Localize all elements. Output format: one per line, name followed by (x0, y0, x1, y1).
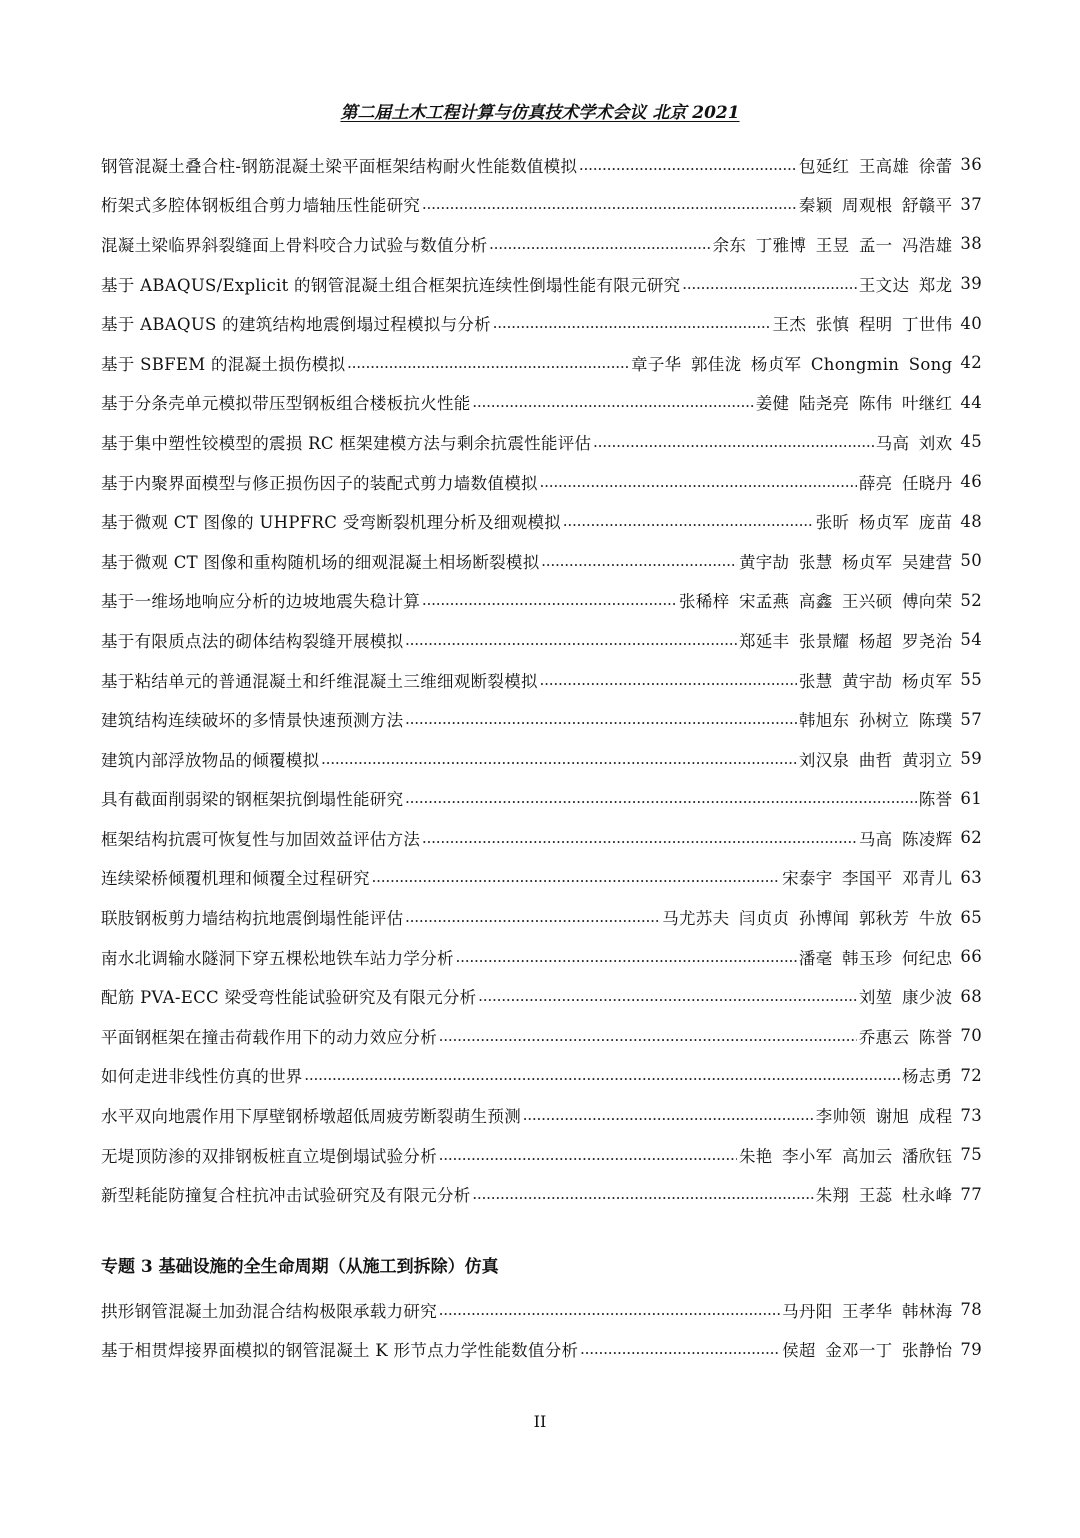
toc-list-section-3 (101, 1290, 982, 1369)
leader-dots (473, 1184, 814, 1204)
toc-entry (101, 699, 982, 739)
toc-entry (101, 1016, 982, 1056)
entry-title: 基于集中塑性铰模型的震损 RC 框架建模方法与剩余抗震性能评估 (101, 433, 592, 453)
leader-dots (422, 828, 857, 848)
entry-title: 基于有限质点法的砌体结构裂缝开展模拟 (101, 631, 404, 651)
toc-entry (101, 501, 982, 541)
toc-entry (101, 858, 982, 898)
entry-authors: 潘毫 韩玉珍 何纪忠 (798, 948, 953, 968)
leader-dots (405, 709, 796, 729)
toc-entry (101, 660, 982, 700)
toc-entry (101, 779, 982, 819)
toc-entry (101, 937, 982, 977)
entry-page: 48 (960, 511, 982, 531)
entry-page: 72 (960, 1065, 982, 1085)
toc-entry (101, 383, 982, 423)
entry-page: 52 (960, 590, 982, 610)
entry-authors: 郑延丰 张景耀 杨超 罗尧治 (738, 631, 953, 651)
entry-title: 框架结构抗震可恢复性与加固效益评估方法 (101, 829, 421, 849)
leader-dots (405, 630, 737, 650)
entry-page: 59 (960, 749, 982, 769)
entry-title: 基于微观 CT 图像的 UHPFRC 受弯断裂机理分析及细观模拟 (101, 513, 562, 533)
toc-entry (101, 343, 982, 383)
entry-title: 南水北调输水隧洞下穿五棵松地铁车站力学分析 (101, 948, 454, 968)
entry-title: 基于一维场地响应分析的边坡地震失稳计算 (101, 592, 421, 612)
entry-page: 78 (960, 1300, 982, 1320)
entry-page: 77 (960, 1184, 982, 1204)
entry-title: 配筋 PVA-ECC 梁受弯性能试验研究及有限元分析 (101, 988, 477, 1008)
entry-page: 45 (960, 432, 982, 452)
entry-title: 混凝土梁临界斜裂缝面上骨料咬合力试验与数值分析 (101, 235, 488, 255)
entry-title: 拱形钢管混凝土加劲混合结构极限承载力研究 (101, 1301, 437, 1321)
entry-authors: 韩旭东 孙树立 陈璞 (798, 711, 953, 731)
entry-title: 水平双向地震作用下厚壁钢桥墩超低周疲劳断裂萌生预测 (101, 1107, 521, 1127)
toc-entry (101, 581, 982, 621)
entry-title: 如何走进非线性仿真的世界 (101, 1067, 303, 1087)
section-heading: 专题 3 基础设施的全生命周期（从施工到拆除）仿真 (101, 1257, 499, 1277)
entry-authors: 刘汉泉 曲哲 黄羽立 (798, 750, 953, 770)
leader-dots (580, 1339, 780, 1359)
entry-authors: 薛亮 任晓丹 (858, 473, 953, 493)
entry-page: 66 (960, 947, 982, 967)
leader-dots (563, 511, 814, 531)
entry-authors: 王杰 张慎 程明 丁世伟 (772, 315, 953, 335)
leader-dots (478, 986, 856, 1006)
leader-dots (405, 788, 916, 808)
entry-title: 桁架式多腔体钢板组合剪力墙轴压性能研究 (101, 196, 421, 216)
entry-authors: 王文达 郑龙 (858, 275, 953, 295)
entry-authors: 马高 刘欢 (875, 433, 953, 453)
toc-entry (101, 897, 982, 937)
entry-authors: 侯超 金邓一丁 张静怡 (782, 1341, 953, 1361)
entry-authors: 张稀梓 宋孟燕 高鑫 王兴硕 傅向荣 (679, 592, 953, 612)
leader-dots (489, 234, 710, 254)
entry-title: 具有截面削弱梁的钢框架抗倒塌性能研究 (101, 790, 404, 810)
entry-authors: 刘堃 康少波 (858, 988, 953, 1008)
leader-dots (542, 551, 737, 571)
leader-dots (422, 590, 677, 610)
leader-dots (593, 432, 873, 452)
entry-authors: 马高 陈凌辉 (858, 829, 953, 849)
entry-title: 基于相贯焊接界面模拟的钢管混凝土 K 形节点力学性能数值分析 (101, 1341, 579, 1361)
leader-dots (439, 1145, 737, 1165)
leader-dots (523, 1105, 814, 1125)
entry-authors: 张昕 杨贞军 庞苗 (815, 513, 953, 533)
entry-page: 46 (960, 472, 982, 492)
entry-title: 无堤顶防渗的双排钢板桩直立堤倒塌试验分析 (101, 1146, 437, 1166)
entry-title: 基于内聚界面模型与修正损伤因子的装配式剪力墙数值模拟 (101, 473, 538, 493)
entry-page: 40 (960, 313, 982, 333)
toc-entry (101, 1290, 982, 1330)
entry-page: 62 (960, 828, 982, 848)
entry-authors: 李帅领 谢旭 成程 (815, 1107, 953, 1127)
entry-title: 平面钢框架在撞击荷载作用下的动力效应分析 (101, 1027, 437, 1047)
entry-page: 38 (960, 234, 982, 254)
entry-page: 55 (960, 670, 982, 690)
entry-title: 基于微观 CT 图像和重构随机场的细观混凝土相场断裂模拟 (101, 552, 540, 572)
entry-page: 75 (960, 1145, 982, 1165)
entry-page: 68 (960, 986, 982, 1006)
entry-page: 79 (960, 1339, 982, 1359)
leader-dots (579, 155, 797, 175)
entry-authors: 杨志勇 (901, 1067, 953, 1087)
entry-title: 建筑结构连续破坏的多情景快速预测方法 (101, 711, 404, 731)
toc-entry (101, 224, 982, 264)
entry-authors: 张慧 黄宇劼 杨贞军 (798, 671, 953, 691)
entry-title: 基于 SBFEM 的混凝土损伤模拟 (101, 354, 346, 374)
entry-page: 73 (960, 1105, 982, 1125)
entry-title: 钢管混凝土叠合柱-钢筋混凝土梁平面框架结构耐火性能数值模拟 (101, 156, 578, 176)
entry-authors: 黄宇劼 张慧 杨贞军 吴建营 (738, 552, 953, 572)
leader-dots (422, 194, 797, 214)
entry-authors: 马尤苏夫 闫贞贞 孙博闻 郭秋芳 牛放 (662, 909, 953, 929)
toc-entry (101, 1095, 982, 1135)
entry-authors: 朱翔 王蕊 杜永峰 (815, 1186, 953, 1206)
leader-dots (439, 1026, 857, 1046)
entry-page: 39 (960, 274, 982, 294)
entry-authors: 章子华 郭佳泷 杨贞军 Chongmin Song (631, 354, 953, 374)
leader-dots (405, 907, 660, 927)
entry-page: 61 (960, 788, 982, 808)
entry-page: 42 (960, 353, 982, 373)
entry-authors: 乔惠云 陈誉 (858, 1027, 953, 1047)
toc-entry (101, 462, 982, 502)
toc-list (101, 145, 982, 1214)
entry-authors: 宋泰宇 李国平 邓青儿 (782, 869, 953, 889)
toc-entry (101, 1330, 982, 1370)
entry-authors: 秦颖 周观根 舒赣平 (798, 196, 953, 216)
leader-dots (540, 472, 857, 492)
toc-entry (101, 303, 982, 343)
entry-page: 65 (960, 907, 982, 927)
leader-dots (456, 947, 797, 967)
entry-page: 44 (960, 392, 982, 412)
toc-entry (101, 541, 982, 581)
leader-dots (540, 670, 797, 690)
entry-page: 70 (960, 1026, 982, 1046)
leader-dots (347, 353, 629, 373)
running-header: 第二届土木工程计算与仿真技术学术会议 北京 2021 (340, 103, 740, 123)
entry-authors: 朱艳 李小军 高加云 潘欣钰 (738, 1146, 953, 1166)
entry-title: 基于 ABAQUS/Explicit 的钢管混凝土组合框架抗连续性倒塌性能有限元研究 (101, 275, 681, 295)
entry-title: 连续梁桥倾覆机理和倾覆全过程研究 (101, 869, 370, 889)
toc-entry (101, 1135, 982, 1175)
toc-entry (101, 1056, 982, 1096)
toc-entry (101, 264, 982, 304)
entry-title: 基于粘结单元的普通混凝土和纤维混凝土三维细观断裂模拟 (101, 671, 538, 691)
toc-entry (101, 818, 982, 858)
toc-entry (101, 739, 982, 779)
entry-page: 50 (960, 551, 982, 571)
leader-dots (372, 867, 780, 887)
entry-title: 建筑内部浮放物品的倾覆模拟 (101, 750, 320, 770)
entry-authors: 陈誉 (918, 790, 953, 810)
entry-page: 36 (960, 155, 982, 175)
toc-entry (101, 1174, 982, 1214)
entry-authors: 余东 丁雅博 王昱 孟一 冯浩雄 (712, 235, 953, 255)
entry-page: 37 (960, 194, 982, 214)
toc-entry (101, 620, 982, 660)
leader-dots (321, 749, 796, 769)
toc-entry (101, 422, 982, 462)
leader-dots (305, 1065, 900, 1085)
page-number: II (533, 1412, 547, 1431)
toc-entry (101, 145, 982, 185)
entry-page: 63 (960, 867, 982, 887)
entry-authors: 马丹阳 王孝华 韩林海 (782, 1301, 953, 1321)
entry-title: 基于分条壳单元模拟带压型钢板组合楼板抗火性能 (101, 394, 471, 414)
leader-dots (473, 392, 754, 412)
entry-title: 联肢钢板剪力墙结构抗地震倒塌性能评估 (101, 909, 404, 929)
leader-dots (682, 274, 856, 294)
entry-title: 基于 ABAQUS 的建筑结构地震倒塌过程模拟与分析 (101, 315, 491, 335)
toc-entry (101, 185, 982, 225)
entry-authors: 包延红 王高雄 徐蕾 (798, 156, 953, 176)
entry-authors: 姜健 陆尧亮 陈伟 叶继红 (755, 394, 953, 414)
leader-dots (493, 313, 771, 333)
entry-page: 54 (960, 630, 982, 650)
leader-dots (439, 1300, 780, 1320)
toc-entry (101, 976, 982, 1016)
entry-title: 新型耗能防撞复合柱抗冲击试验研究及有限元分析 (101, 1186, 471, 1206)
entry-page: 57 (960, 709, 982, 729)
